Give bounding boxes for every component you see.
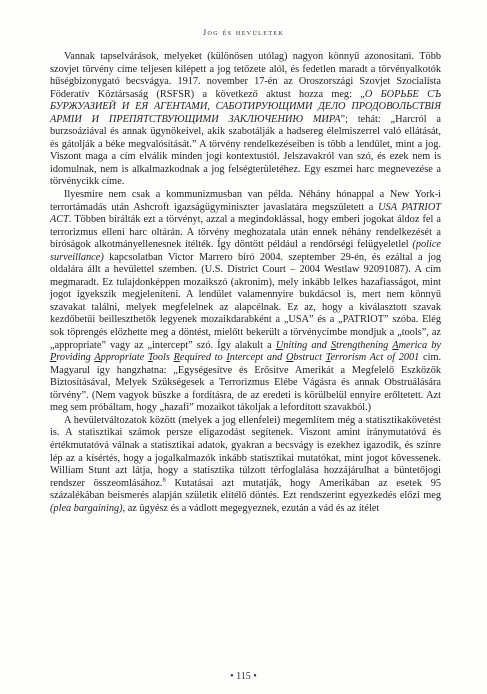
title-run: merica by	[398, 339, 441, 351]
running-head: Jog és hevületek	[202, 27, 285, 37]
acronym-letter: U	[275, 339, 284, 351]
acronym-letter: T	[147, 352, 153, 364]
title-run: roviding	[56, 352, 95, 364]
acronym-letter: P	[50, 352, 57, 364]
page-number: • 115 •	[230, 671, 257, 682]
paragraph	[50, 415, 441, 515]
title-run: trengthening	[336, 339, 393, 351]
title-run: bstruct	[293, 352, 326, 364]
paragraph	[50, 189, 441, 415]
text-run: cím. Magyarul így hangzhatna: „Egységesítve és Erősítve Amerikát a Megfelelő Eszközök Biztosításával, Melyek Szükségesek a Terrorizmus Elébe Vágásra és annak Obstruálására törvény”. (Nem vagyok büszke a fordításra, de az eredeti is körülbelül ennyire erőltetett. Azt meg sem próbáltam, hogy „hazafi” mozaikot tákoljak a lefordított szavakból.)	[50, 352, 442, 414]
footnote-marker[interactable]: 8	[162, 476, 166, 484]
title-run: ntercept and	[229, 352, 286, 364]
text-run: Kutatásai azt mutatják, hogy Amerikában az esetek 95 százalékában beismerés alapján születik elítélő döntés. Ezt rendszerint egyezkedés előzi meg	[50, 477, 441, 502]
title-run: ools	[152, 352, 174, 364]
text-run: Vannak tapselvárások, melyeket (különösen utólag) nagyon könnyű azonosítani. Több szovjet törvény címe teljesen kilépett a jog tetőzete alól, és fedetlen maradt a törvényalkotók hűségbizonygató becsvágya. 1917. november 17-én az Oroszországi Szovjet Szocialista Föderatív Köztársaság (RSFSR) a következő aktust hozza meg: „	[50, 51, 441, 100]
text-run: ”; tehát: „Harcról a burzsoáziával és annak ügynökeivel, akik szabotálják a hadsereg élelmiszerrel való ellátását, és gátolják a béke megvalósítását.” A törvény rendelkezéseiben is több a lendület, mint a jog. Viszont maga a cím elválik minden jogi kontextustól. Jelszavakról van szó, és ezek nem is idomulnak, nem is alkalmazkodnak a jog felségterületéhez. Egy eszmei harc megnevezése a törvénycikk címe.	[50, 113, 442, 188]
acronym-letter: A	[94, 352, 101, 364]
text-run: . Többen bírálták ezt a törvényt, azzal a megindoklással, hogy emberi jogokat áldoz fel a terrorizmus elleni harc oltárán. A törvény meghozatala után ennek néhány rendelkezését a bíróságok alkotmányellenesnek ítélték. Így döntött például a rendőrségi felügyeletlel	[50, 214, 441, 251]
text-run: Ilyesmire nem csak a kommunizmusban van példa. Néhány hónappal a New York-i terrortámadás után Ashcroft igazságügyminiszter javaslatára megszületett a	[50, 189, 441, 213]
title-run: errorism Act of 2001	[330, 352, 420, 364]
text-run: kapcsolatban Victor Marrero bíró 2004. szeptember 29-én, és ezáltal a jog oldalára állt a hevülettel szemben. (U.S. District Court – 2004 Westlaw 92091087). A cím megmaradt. Ez tulajdonképpen mozaikszó (akronim), mely inkább lelkes hazafiasságot, mint jogot igyekszik megjeleníteni. A lendület valamennyire bukdácsol is, mert nem könnyű szavakat találni, melyek megfelelnek az alapcélnak. Ez az, hogy a kiválasztott szavak kezdőbetűi beilleszthetők legyenek mozaikdarabként a „USA” és a „PATRIOT” szóba. Elég sok töprengés előzhette meg a döntést, mielőtt bekerült a törvénycímbe mondjuk a „tools”, az „appropriate” vagy az „intercept” szó. Így alakult a	[50, 251, 441, 351]
english-term: (police surveillance)	[50, 239, 441, 263]
english-term: (plea bargaining)	[50, 502, 123, 514]
title-run: ppropriate	[100, 352, 148, 364]
acronym-letter: O	[285, 352, 294, 364]
act-name: USA PATRIOT ACT	[50, 201, 441, 226]
acronym-letter: I	[226, 352, 230, 364]
acronym-letter: A	[392, 339, 399, 351]
title-run: niting and	[283, 339, 331, 351]
acronym-letter: T	[325, 352, 331, 364]
title-run: equired to	[179, 352, 227, 364]
text-run: , az ügyész és a vádlott megegyeznek, ezután a vád és az ítélet	[122, 502, 380, 514]
body-text	[50, 51, 441, 515]
paragraph	[50, 51, 441, 189]
russian-law-title: О БОРЬБЕ СЪ БУРЖУАЗИЕЙ И ЕЯ АГЕНТАМИ, САБОТИРУЮЩИМИ ДЕЛО ПРОДОВОЛЬСТВІЯ АРМІИ И ПРЕПЯТСТВУЮЩИМИ ЗАКЛЮЧЕНИЮ МИРА	[50, 88, 442, 125]
acronym-letter: R	[173, 352, 180, 364]
acronym-letter: S	[330, 339, 337, 351]
text-run: A hevületváltozatok között (melyek a jog ellenfelei) megemlítem még a statisztikakövetést is. A statisztikai számok persze eligazodást segítenek. Viszont amint iránymutatóvá és értékmutatóvá válnak a statisztikai adatok, gyakran a becsvágy is ezekhez igazodik, és színre lép az a kísértés, hogy a jogalkalmazók inkább statisztikai mutatókat, mint jogot kövessenek. William Stunt azt látja, hogy a statisztika túlzott térfoglalása hozzájárulhat a büntetőjogi rendszer összeomlásához.	[50, 414, 441, 489]
